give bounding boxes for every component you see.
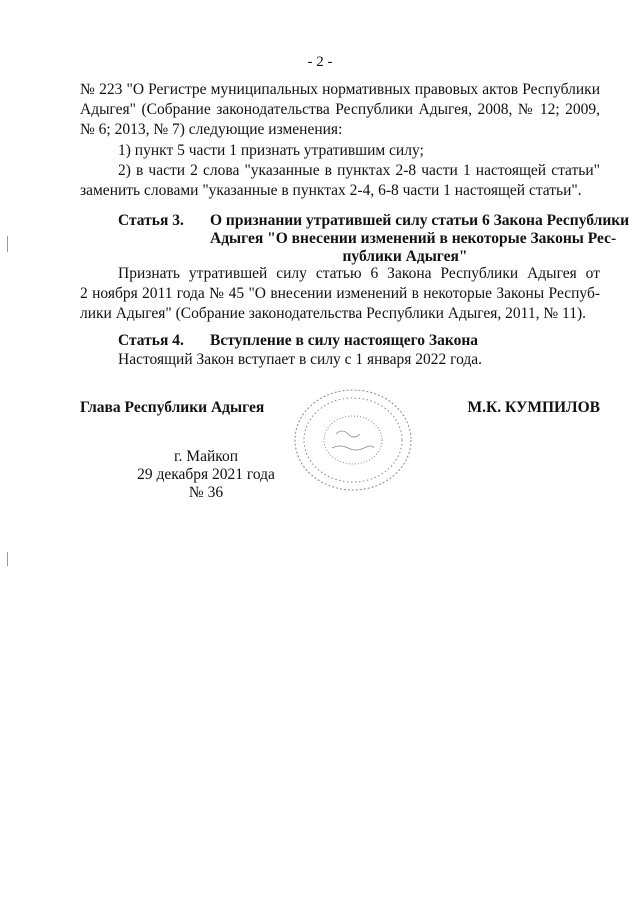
article-3-body-line-3: лики Адыгея" (Собрание законодательства Республики Адыгея, 2011, № 11). xyxy=(80,305,586,322)
margin-mark-2 xyxy=(7,552,8,566)
article-3-body-line-1: Признать утратившей силу статью 6 Закона Республики Адыгея от xyxy=(118,265,600,282)
article-3-title-line-2: Адыгея "О внесении изменений в некоторые Законы Рес- xyxy=(210,230,617,247)
article-3-label: Статья 3. xyxy=(118,212,184,229)
law-number: № 36 xyxy=(188,484,224,501)
article-3-body-line-2: 2 ноября 2011 года № 45 "О внесении изменений в некоторые Законы Респуб- xyxy=(80,285,600,302)
signing-date: 29 декабря 2021 года xyxy=(137,466,275,483)
list-item-2-line-1: 2) в части 2 слова "указанные в пунктах 2-8 части 1 настоящей статьи" xyxy=(118,162,600,179)
article-4-body: Настоящий Закон вступает в силу с 1 января 2022 года. xyxy=(118,351,483,368)
intro-line-2: Адыгея" (Собрание законодательства Республики Адыгея, 2008, № 12; 2009, xyxy=(80,101,600,118)
article-3-title xyxy=(210,212,630,266)
page-number: - 2 - xyxy=(307,54,333,70)
list-item-1: 1) пункт 5 части 1 признать утратившим силу; xyxy=(118,142,424,159)
article-4-title: Вступление в силу настоящего Закона xyxy=(210,332,479,349)
signatory-position: Глава Республики Адыгея xyxy=(80,399,265,416)
margin-mark-1 xyxy=(7,236,8,252)
signatory-name: М.К. КУМПИЛОВ xyxy=(467,399,600,416)
intro-line-1: № 223 "О Регистре муниципальных нормативных правовых актов Республики xyxy=(80,81,600,98)
list-item-2-line-2: заменить словами "указанные в пунктах 2-4, 6-8 части 1 настоящей статьи". xyxy=(80,182,582,199)
intro-line-3: № 6; 2013, № 7) следующие изменения: xyxy=(80,121,343,138)
article-4-label: Статья 4. xyxy=(118,332,184,349)
city: г. Майкоп xyxy=(173,448,239,465)
official-seal-icon xyxy=(292,388,414,493)
article-3-title-line-3: публики Адыгея" xyxy=(342,248,468,265)
article-3-title-line-1: О признании утратившей силу статьи 6 Закона Республики xyxy=(210,212,630,229)
